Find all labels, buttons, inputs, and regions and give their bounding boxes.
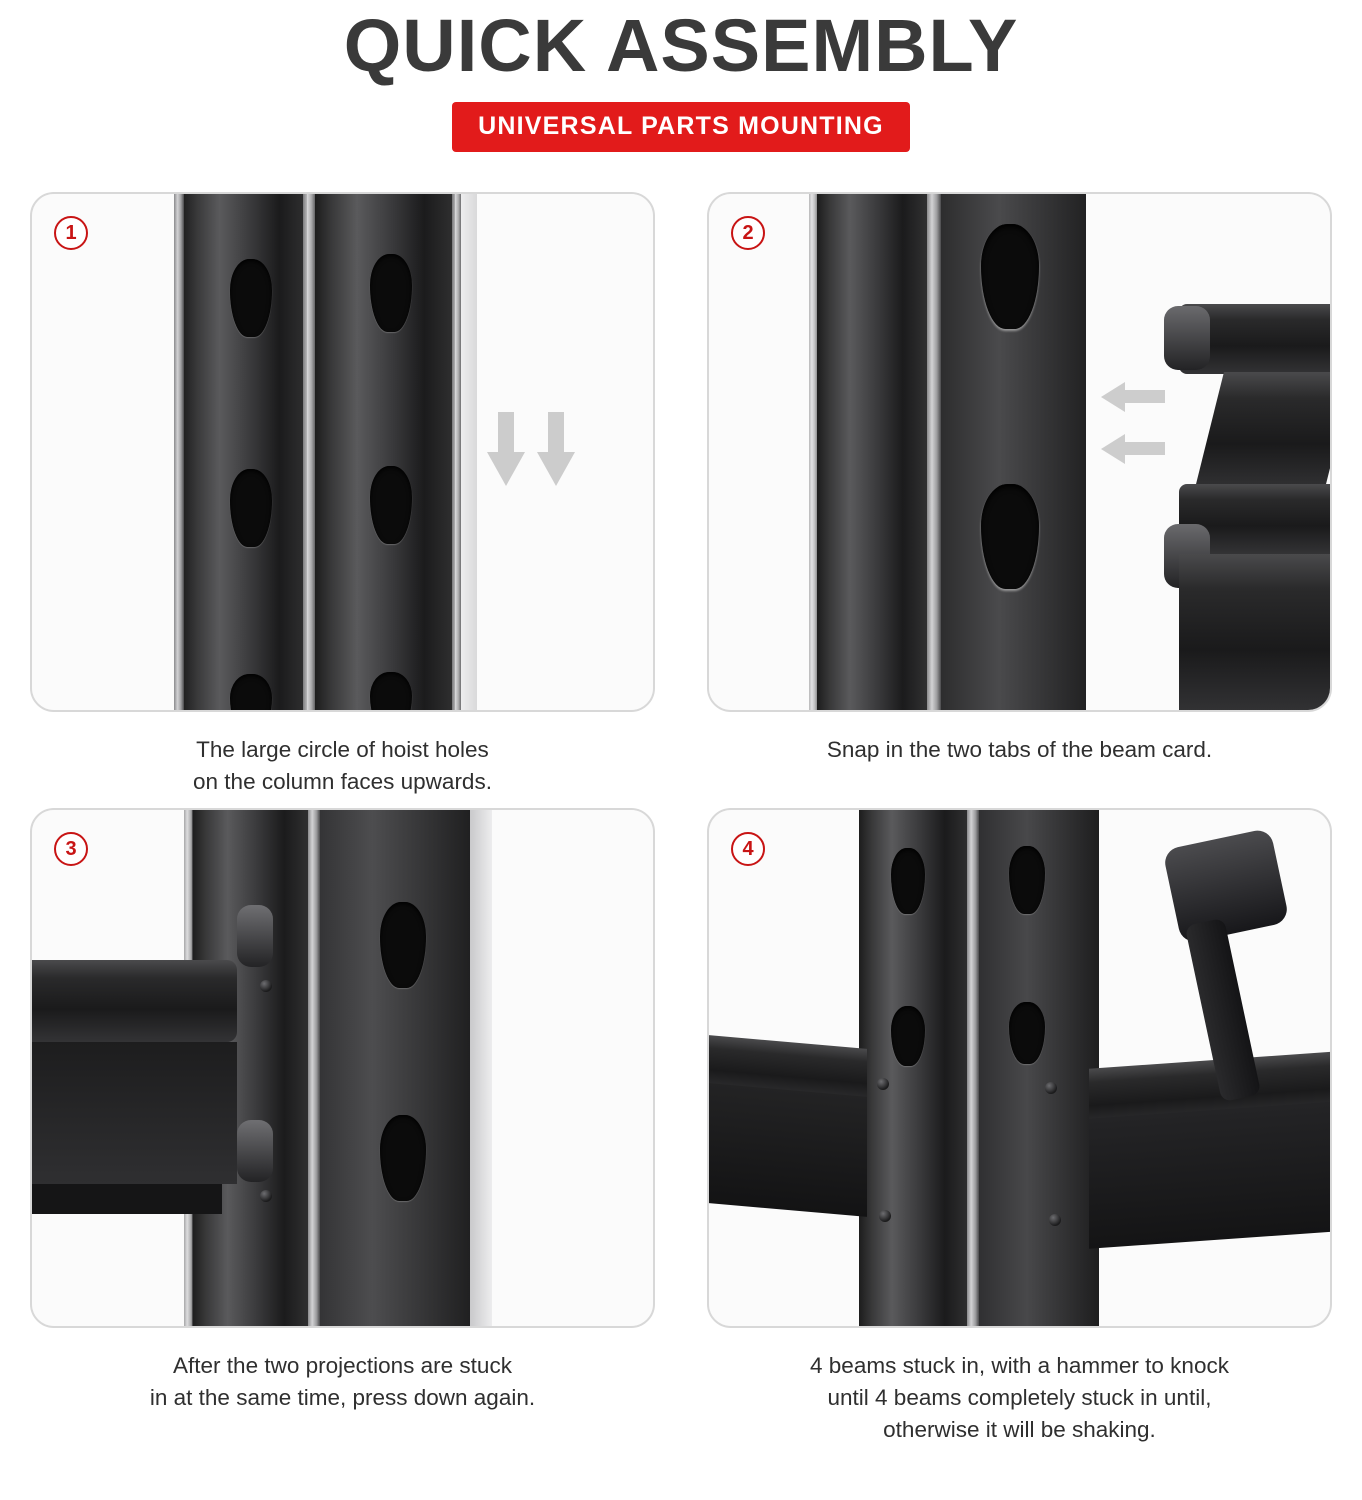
step-number-4: 4 (731, 832, 765, 866)
column-mid-edge (308, 810, 320, 1328)
hoist-hole (891, 848, 925, 914)
step-number-3: 3 (54, 832, 88, 866)
step-1-image (30, 192, 655, 712)
column-right-highlight (461, 194, 477, 712)
beam-tab (1164, 306, 1210, 370)
column-front (817, 194, 927, 712)
column-right-highlight (470, 810, 492, 1328)
column-left-edge (174, 194, 184, 712)
beam-mounted-top (32, 960, 237, 1042)
column-left-inner-edge (303, 194, 315, 712)
caption-line: After the two projections are stuck (173, 1353, 512, 1378)
column-front-edge (927, 194, 941, 712)
rivet (877, 1078, 889, 1090)
rivet (260, 980, 272, 992)
rivet (260, 1190, 272, 1202)
beam-right-body (1089, 1101, 1332, 1248)
column-front-left-edge (809, 194, 817, 712)
step-3-image (30, 808, 655, 1328)
caption-line: in at the same time, press down again. (149, 1385, 536, 1410)
left-arrow-icon (1101, 382, 1125, 412)
subtitle-badge: UNIVERSAL PARTS MOUNTING (452, 102, 910, 152)
caption-line: until 4 beams completely stuck in until, (827, 1385, 1212, 1410)
beam-left-body (709, 1083, 867, 1217)
step-cell-2 (695, 192, 1344, 798)
rivet (879, 1210, 891, 1222)
caption-line: on the column faces upwards. (193, 769, 492, 794)
step-cell-3 (18, 808, 667, 1446)
hoist-hole (370, 466, 412, 544)
beam-mounted-body (32, 1042, 237, 1184)
rivet (1049, 1214, 1061, 1226)
left-arrow-icon (1101, 434, 1125, 464)
hoist-hole (370, 672, 412, 712)
step-number-2: 2 (731, 216, 765, 250)
down-arrow-icon (537, 452, 575, 486)
page-title: QUICK ASSEMBLY (343, 4, 1019, 87)
step-number-1: 1 (54, 216, 88, 250)
step-cell-1 (18, 192, 667, 798)
step-4-caption (810, 1350, 1229, 1446)
down-arrow-icon (487, 452, 525, 486)
hoist-hole (1009, 1002, 1045, 1064)
step-3-caption (150, 1350, 535, 1414)
column-right (320, 810, 470, 1328)
hoist-hole (981, 224, 1039, 329)
step-4-image (707, 808, 1332, 1328)
hoist-hole (230, 674, 272, 712)
hoist-hole (891, 1006, 925, 1066)
left-arrow-icon (1121, 442, 1165, 455)
hoist-hole (981, 484, 1039, 589)
step-2-image (707, 192, 1332, 712)
hoist-hole (370, 254, 412, 332)
caption-line: The large circle of hoist holes (196, 737, 489, 762)
hoist-hole (380, 902, 426, 988)
caption-line: otherwise it will be shaking. (883, 1417, 1156, 1442)
left-arrow-icon (1121, 390, 1165, 403)
step-2-caption (827, 734, 1212, 766)
rivet (1045, 1082, 1057, 1094)
beam-projection (237, 1120, 273, 1182)
hoist-hole (380, 1115, 426, 1201)
beam-projection (237, 905, 273, 967)
hoist-hole (230, 469, 272, 547)
badge-row (18, 102, 1344, 152)
hoist-hole (1009, 846, 1045, 914)
hoist-hole (230, 259, 272, 337)
beam-body (1179, 554, 1332, 712)
caption-line: 4 beams stuck in, with a hammer to knock (810, 1353, 1229, 1378)
step-1-caption (193, 734, 492, 798)
steps-grid (18, 192, 1344, 1446)
step-cell-4 (695, 808, 1344, 1446)
column-right-edge (452, 194, 461, 712)
beam-mounted-lip (32, 1184, 222, 1214)
caption-line: Snap in the two tabs of the beam card. (826, 737, 1213, 762)
column-corner-edge (967, 810, 979, 1328)
